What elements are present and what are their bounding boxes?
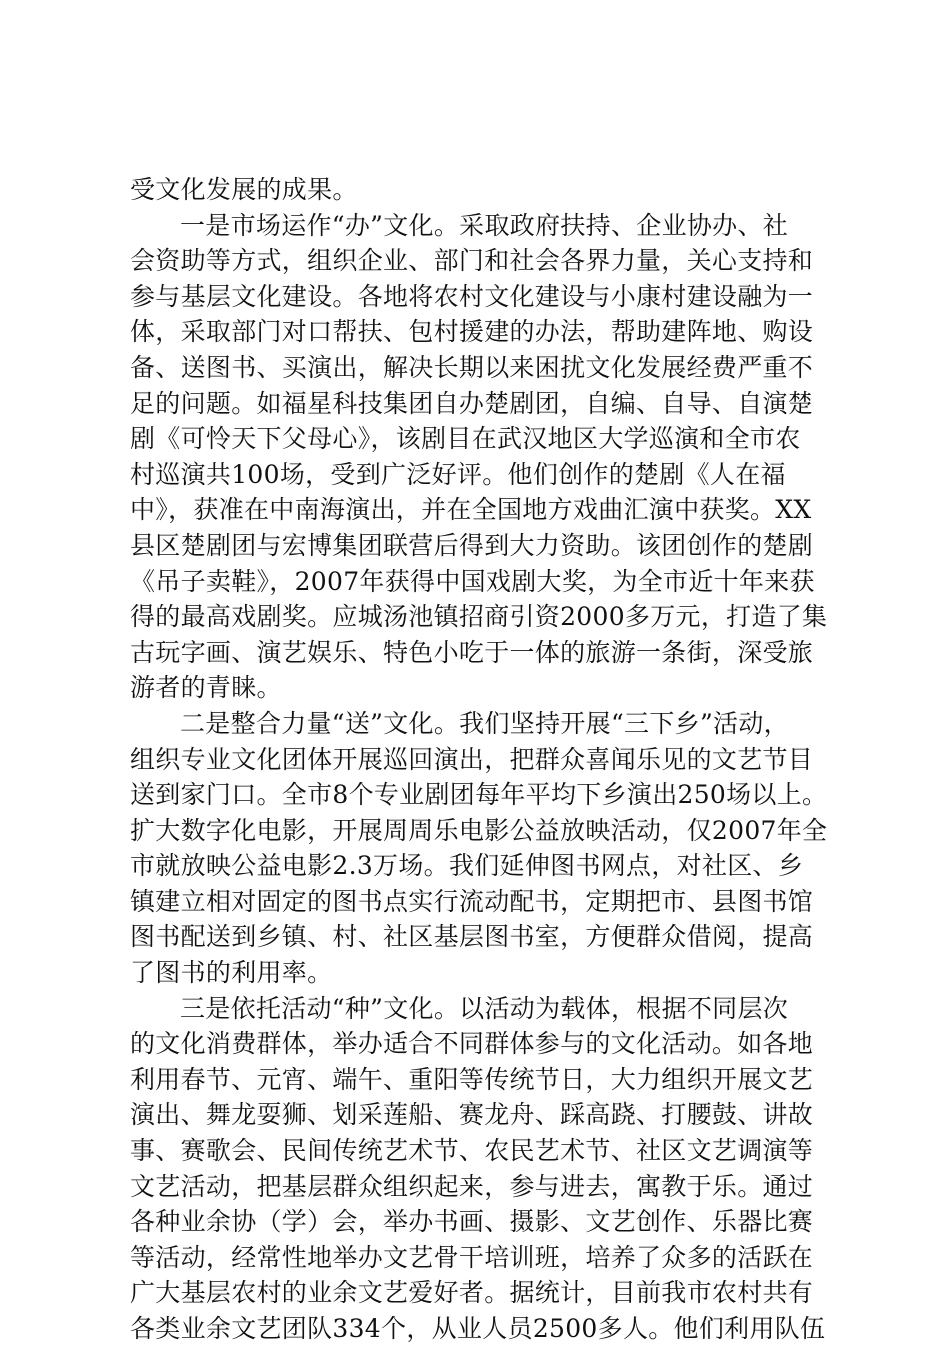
text-line: 组织专业文化团体开展巡回演出，把群众喜闻乐见的文艺节目 — [130, 744, 814, 774]
text-line: 各种业余协（学）会，举办书画、摄影、文艺创作、乐器比赛 — [130, 1207, 814, 1237]
text-line: 村巡演共100场，受到广泛好评。他们创作的楚剧《人在福 — [130, 459, 786, 489]
text-line: 游者的青睐。 — [130, 673, 282, 703]
paragraph-first-line: 三是依托活动“种”文化。以活动为载体，根据不同层次 — [180, 993, 789, 1023]
text-line: 各类业余文艺团队334个，从业人员2500多人。他们利用队伍 — [130, 1314, 826, 1343]
paragraph-first-line: 二是整合力量“送”文化。我们坚持开展“三下乡”活动， — [180, 708, 789, 738]
text-line: 事、赛歌会、民间传统艺术节、农民艺术节、社区文艺调演等 — [130, 1136, 814, 1166]
text-line: 中》，获准在中南海演出，并在全国地方戏曲汇演中获奖。XX — [130, 495, 812, 525]
text-line: 演出、舞龙耍狮、划采莲船、赛龙舟、踩高跷、打腰鼓、讲故 — [130, 1100, 814, 1130]
text-line: 扩大数字化电影，开展周周乐电影公益放映活动，仅2007年全 — [130, 815, 828, 845]
text-line: 《吊子卖鞋》，2007年获得中国戏剧大奖，为全市近十年来获 — [130, 566, 815, 596]
text-line: 体，采取部门对口帮扶、包村援建的办法，帮助建阵地、购设 — [130, 317, 814, 347]
text-line: 县区楚剧团与宏博集团联营后得到大力资助。该团创作的楚剧 — [130, 530, 814, 560]
text-line: 剧《可怜天下父母心》，该剧目在武汉地区大学巡演和全市农 — [130, 424, 801, 454]
text-line: 的文化消费群体，举办适合不同群体参与的文化活动。如各地 — [130, 1029, 814, 1059]
text-line: 会资助等方式，组织企业、部门和社会各界力量，关心支持和 — [130, 246, 814, 276]
text-line: 图书配送到乡镇、村、社区基层图书室，方便群众借阅，提高 — [130, 922, 814, 952]
text-line: 文艺活动，把基层群众组织起来，参与进去，寓教于乐。通过 — [130, 1171, 814, 1201]
text-line: 镇建立相对固定的图书点实行流动配书，定期把市、县图书馆 — [130, 886, 814, 916]
text-line: 参与基层文化建设。各地将农村文化建设与小康村建设融为一 — [130, 281, 814, 311]
paragraph-first-line: 一是市场运作“办”文化。采取政府扶持、企业协办、社 — [180, 210, 789, 240]
text-line: 古玩字画、演艺娱乐、特色小吃于一体的旅游一条街，深受旅 — [130, 637, 814, 667]
text-line: 广大基层农村的业余文艺爱好者。据统计，目前我市农村共有 — [130, 1278, 814, 1308]
text-line: 等活动，经常性地举办文艺骨干培训班，培养了众多的活跃在 — [130, 1242, 814, 1272]
text-line: 市就放映公益电影2.3万场。我们延伸图书网点，对社区、乡 — [130, 851, 804, 881]
text-line: 受文化发展的成果。 — [130, 175, 358, 204]
text-line: 送到家门口。全市8个专业剧团每年平均下乡演出250场以上。 — [130, 780, 828, 810]
text-line: 利用春节、元宵、端午、重阳等传统节日，大力组织开展文艺 — [130, 1064, 814, 1094]
text-line: 得的最高戏剧奖。应城汤池镇招商引资2000多万元，打造了集 — [130, 602, 828, 632]
body-text — [130, 172, 830, 1347]
text-line: 备、送图书、买演出，解决长期以来困扰文化发展经费严重不 — [130, 352, 814, 382]
text-line: 足的问题。如福星科技集团自办楚剧团，自编、自导、自演楚 — [130, 388, 814, 418]
text-line: 了图书的利用率。 — [130, 958, 333, 988]
